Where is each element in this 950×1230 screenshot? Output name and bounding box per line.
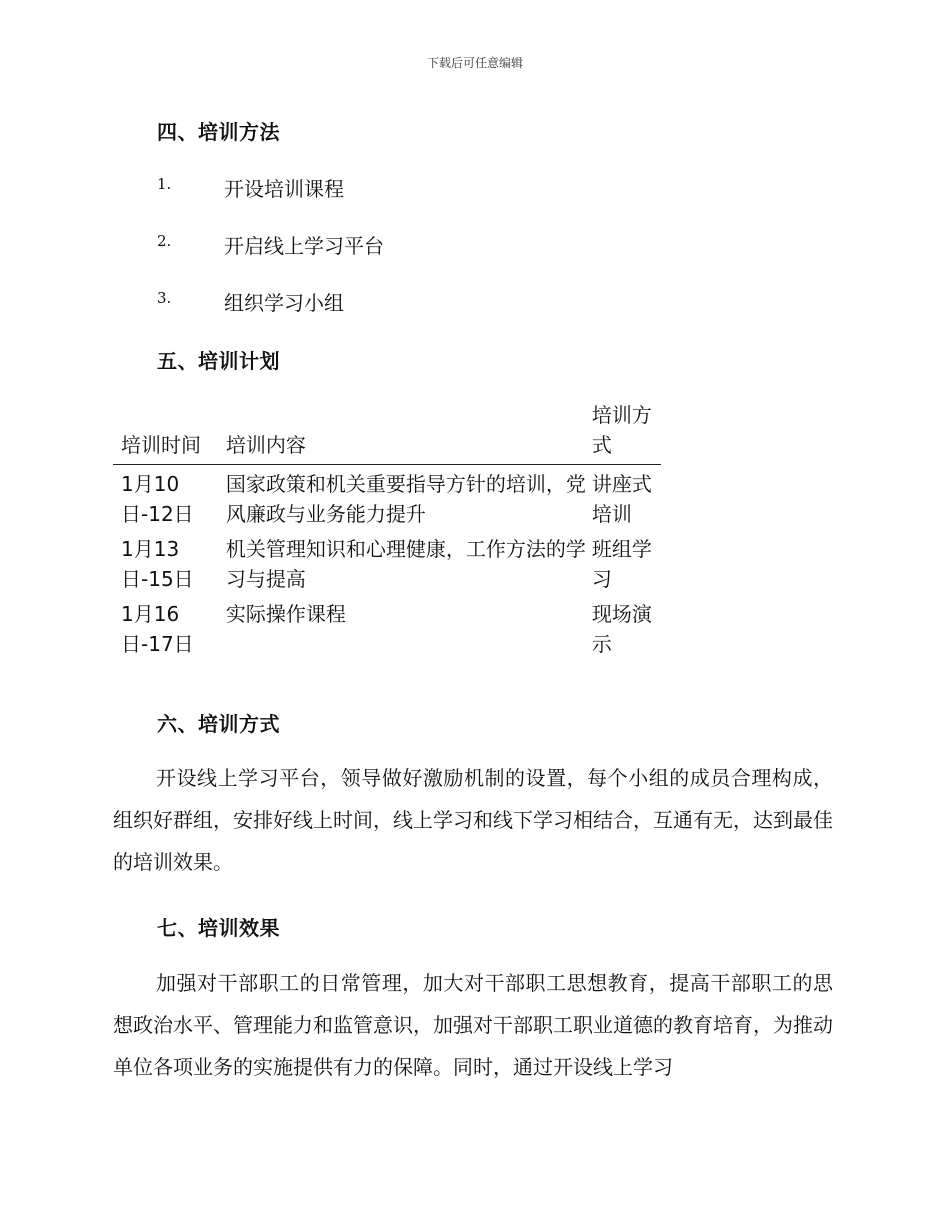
- table-row: [113, 594, 661, 659]
- table-header-row: [113, 400, 661, 465]
- section-4-title: 四、培训方法: [157, 120, 280, 144]
- section-7-paragraph: 加强对干部职工的日常管理，加大对干部职工思想教育，提高干部职工的思想政治水平、管理能力和监管意识，加强对干部职工职业道德的教育培育，为推动单位各项业务的实施提供有力的保障。同时，通过开设线上学习: [113, 971, 833, 1079]
- cell-method: 现场演示: [591, 602, 652, 656]
- training-plan-table: [113, 400, 661, 659]
- cell-method: 讲座式培训: [591, 472, 652, 526]
- list-text: 开设培训课程: [224, 177, 344, 201]
- cell-time: 1月13日-15日: [121, 537, 194, 591]
- list-number: 2.: [157, 232, 172, 250]
- cell-method: 班组学习: [591, 537, 652, 591]
- column-header-time: 培训时间: [121, 433, 201, 457]
- cell-content: 实际操作课程: [225, 602, 346, 626]
- section-5-title: 五、培训计划: [157, 349, 280, 373]
- list-number: 3.: [157, 289, 172, 307]
- list-text: 开启线上学习平台: [224, 234, 384, 258]
- list-text: 组织学习小组: [224, 291, 344, 315]
- cell-content: 机关管理知识和心理健康，工作方法的学习与提高: [225, 537, 586, 591]
- section-6-paragraph: 开设线上学习平台，领导做好激励机制的设置，每个小组的成员合理构成，组织好群组，安排好线上时间，线上学习和线下学习相结合，互通有无，达到最佳的培训效果。: [113, 766, 833, 874]
- section-6-title: 六、培训方式: [157, 712, 280, 736]
- cell-content: 国家政策和机关重要指导方针的培训，党风廉政与业务能力提升: [225, 472, 586, 526]
- section-7-title: 七、培训效果: [157, 916, 280, 940]
- cell-time: 1月16日-17日: [121, 602, 194, 656]
- column-header-content: 培训内容: [225, 433, 306, 457]
- column-header-method: 培训方式: [591, 403, 652, 457]
- cell-time: 1月10日-12日: [121, 472, 194, 526]
- table-row: [113, 465, 661, 530]
- table-row: [113, 529, 661, 594]
- page-header: 下载后可任意编辑: [426, 56, 523, 70]
- list-number: 1.: [157, 175, 172, 193]
